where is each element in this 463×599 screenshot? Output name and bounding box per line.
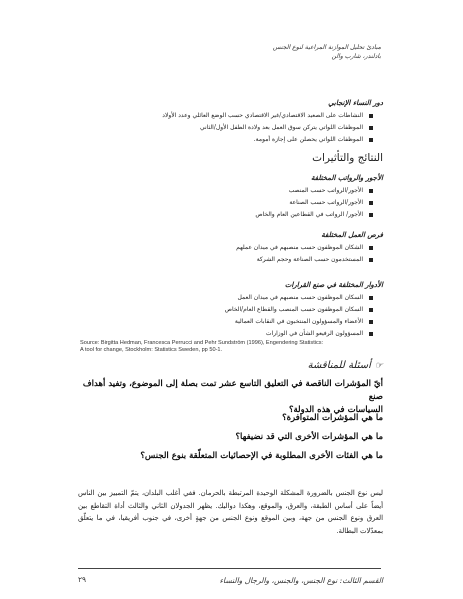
subheading-wages: الأجور والرواتب المختلفة: [311, 173, 383, 182]
list-item: المسؤولون الرفيعو الشأن في الوزارات: [83, 328, 373, 340]
source-citation: [80, 340, 380, 354]
reproductive-role-list: [83, 110, 373, 146]
source-line: Source: Birgitta Hedman, Francesca Perrucci and Pehr Sundström (1996), Engendering Statistics:: [80, 340, 324, 346]
question-2: ما هي المؤشرات المتوافرة؟: [282, 413, 383, 423]
question-line: أيّ المؤشرات الناقصة في التعليق التاسع عشر تمت بصلة إلى الموضوع، وتفيد أهداف صنع: [82, 379, 383, 402]
running-header: [273, 43, 381, 61]
section-title-results: النتائج والتأثيرات: [312, 152, 383, 164]
list-item: المستخدمون حسب الصناعة وحجم الشركة: [83, 254, 373, 266]
section-heading-reproductive-role: دور النساء الإنجابي: [328, 98, 383, 107]
footer-rule: [78, 568, 381, 569]
question-3: ما هي المؤشرات الأخرى التي قد نضيفها؟: [235, 432, 383, 442]
list-item: الأجور/الرواتب حسب الصناعة: [83, 197, 373, 209]
discussion-heading-text: أسئلة للمناقشة: [307, 360, 371, 371]
wages-list: [83, 185, 373, 221]
question-line: السياسات في هذه الدولة؟: [288, 405, 383, 415]
question-4: ما هي الفئات الأخرى المطلوبة في الإحصائيات المتعلّقة بنوع الجنس؟: [140, 451, 383, 461]
source-line: A tool for change, Stockholm: Statistics Sweden, pp 50-1.: [80, 347, 223, 353]
list-item: الأجور/الرواتب حسب المنصب: [83, 185, 373, 197]
list-item: الأعضاء والمسؤولون المنتخبون في النقابات العمالية: [83, 316, 373, 328]
pointer-icon: ☞: [374, 360, 383, 371]
subheading-job-opportunities: فرص العمل المختلفة: [321, 230, 383, 239]
list-item: السكان الموظفون حسب منصبهم في ميدان العمل: [83, 292, 373, 304]
list-item: الموظفات اللواتي يحصلن على إجازة أمومة.: [83, 134, 373, 146]
page-number: ٢٩: [78, 575, 87, 584]
discussion-heading: [308, 360, 383, 371]
list-item: الموظفات اللواتي يتركن سوق العمل بعد ولادة الطفل الأول/الثاني: [83, 122, 373, 134]
decision-roles-list: [83, 292, 373, 340]
list-item: النشاطات على الصعيد الاقتصادي/غير الاقتصادي حسب الوضع العائلي وعدد الأولاد: [83, 110, 373, 122]
header-authors: بادلندر، شارب والن: [331, 53, 381, 60]
header-title: مبادئ تحليل الموازنة المراعية لنوع الجنس: [272, 44, 381, 51]
list-item: الشكان الموظفون حسب منصبهم في ميدان عملهم: [83, 242, 373, 254]
subheading-decision-roles: الأدوار المختلفة في صنع القرارات: [284, 280, 383, 289]
body-paragraph: ليس نوع الجنس بالضرورة المشكلة الوحيدة المرتبطة بالحرمان. ففي أغلب البلدان، يتمّ التمييز بين الناس أيضاً على أساس الطبقة، والعرق، والموقع، وهكذا دواليك. يظهر الجدولان الثاني والثالث أداة التقاطع بين العرق ونوع الجنس من جهة، وبين الموقع ونوع الجنس من جهةٍ أخرى، في جنوب أفريقيا، في ما يتعلّق بمعدّلات البطالة.: [78, 489, 383, 535]
job-opportunities-list: [83, 242, 373, 266]
list-item: السكان الموظفون حسب المنصب والقطاع العام/الخاص: [83, 304, 373, 316]
list-item: الأجور/ الرواتب في القطاعين العام والخاص: [83, 209, 373, 221]
footer-section-title: القسم الثالث: نوع الجنس، والجنس، والرجال والنساء: [219, 576, 383, 585]
